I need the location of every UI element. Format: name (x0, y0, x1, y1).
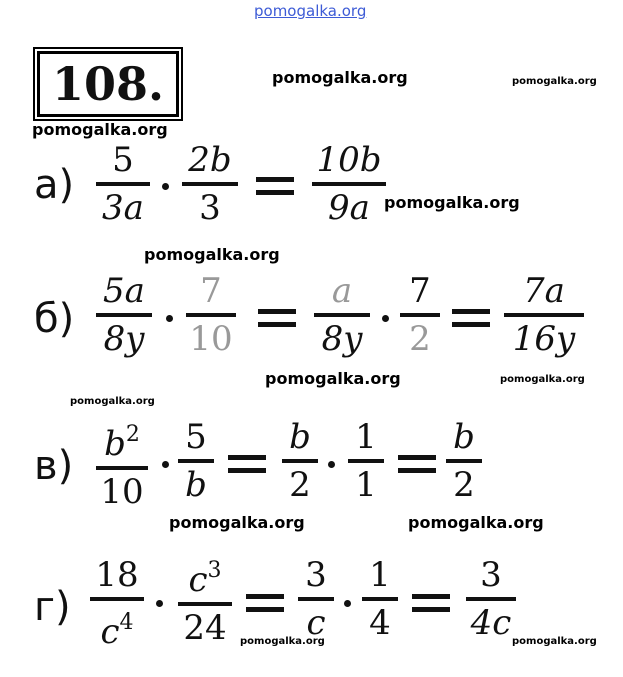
problem-number-box (37, 51, 179, 117)
part-v-fraction-4 (348, 418, 384, 504)
denominator (100, 604, 133, 651)
part-b-result (504, 272, 584, 358)
numerator: 7a (523, 271, 565, 311)
denominator: c (306, 603, 326, 643)
watermark: pomogalka.org (169, 513, 305, 532)
fraction-bar (178, 459, 214, 463)
numerator: 10b (316, 140, 382, 180)
fraction-bar (186, 313, 236, 317)
watermark: pomogalka.org (240, 636, 325, 647)
numerator: 7 (200, 271, 222, 311)
denominator: 24 (183, 608, 227, 648)
multiply-dot (156, 600, 163, 607)
fraction-bar (178, 602, 232, 606)
denominator: 16y (512, 319, 576, 359)
denominator: 4 (369, 603, 391, 643)
numerator: 5a (103, 271, 145, 311)
part-v-result (446, 418, 482, 504)
equals-sign (412, 594, 450, 612)
equals-sign (246, 594, 284, 612)
part-a-fraction-1 (96, 141, 150, 227)
fraction-bar (96, 182, 150, 186)
equals-sign (256, 177, 294, 195)
equals-sign (228, 455, 266, 473)
part-b-fraction-3 (314, 272, 370, 358)
fraction-bar (504, 313, 584, 317)
part-b-fraction-4 (400, 272, 440, 358)
part-a-fraction-2 (182, 141, 238, 227)
fraction-bar (348, 459, 384, 463)
part-g-result (466, 556, 516, 642)
numerator: 5 (112, 140, 134, 180)
part-v-fraction-3 (282, 418, 318, 504)
numerator: 5 (185, 417, 207, 457)
watermark: pomogalka.org (512, 76, 597, 87)
watermark: pomogalka.org (408, 513, 544, 532)
denominator: 3 (199, 188, 221, 228)
numerator: 3 (480, 555, 502, 595)
denominator: b (185, 465, 207, 505)
fraction-bar (314, 313, 370, 317)
numerator: 7 (409, 271, 431, 311)
denominator: 8y (103, 319, 145, 359)
numerator: b (289, 417, 311, 457)
numerator: 3 (305, 555, 327, 595)
part-b-fraction-2 (186, 272, 236, 358)
denominator-exponent: 4 (119, 610, 134, 635)
numerator-base: b (104, 424, 126, 464)
numerator-exponent: 2 (125, 422, 140, 447)
numerator: b (453, 417, 475, 457)
numerator: 1 (355, 417, 377, 457)
watermark: pomogalka.org (265, 369, 401, 388)
numerator: 18 (95, 555, 139, 595)
part-b-fraction-1 (96, 272, 152, 358)
numerator: 1 (369, 555, 391, 595)
denominator: 1 (355, 465, 377, 505)
fraction-bar (312, 182, 386, 186)
part-g-fraction-1 (90, 556, 144, 651)
fraction-bar (96, 313, 152, 317)
fraction-bar (96, 466, 148, 470)
part-g-label: г) (34, 584, 71, 630)
denominator: 3a (102, 188, 144, 228)
watermark: pomogalka.org (384, 193, 520, 212)
denominator: 8y (321, 319, 363, 359)
part-g-fraction-4 (362, 556, 398, 642)
problem-number: 108. (51, 57, 165, 111)
numerator (188, 552, 221, 599)
equals-sign (398, 455, 436, 473)
watermark: pomogalka.org (272, 68, 408, 87)
multiply-dot (166, 315, 173, 322)
multiply-dot (328, 461, 335, 468)
equals-sign (452, 309, 490, 327)
part-a-result (312, 141, 386, 227)
part-v-label: в) (34, 443, 74, 489)
fraction-bar (446, 459, 482, 463)
fraction-bar (90, 597, 144, 601)
watermark: pomogalka.org (144, 245, 280, 264)
watermark: pomogalka.org (512, 636, 597, 647)
multiply-dot (162, 183, 169, 190)
numerator (104, 416, 140, 463)
denominator-base: c (100, 612, 120, 652)
numerator: a (331, 271, 353, 311)
multiply-dot (162, 461, 169, 468)
part-v-fraction-2 (178, 418, 214, 504)
watermark: pomogalka.org (32, 120, 168, 139)
denominator: 2 (409, 319, 431, 359)
part-v-fraction-1 (96, 416, 148, 511)
denominator: 4c (470, 603, 512, 643)
equals-sign (258, 309, 296, 327)
fraction-bar (182, 182, 238, 186)
denominator: 9a (328, 188, 370, 228)
numerator: 2b (188, 140, 232, 180)
numerator-exponent: 3 (207, 558, 222, 583)
denominator: 2 (453, 465, 475, 505)
watermark: pomogalka.org (70, 396, 155, 407)
watermark-top[interactable]: pomogalka.org (254, 2, 367, 20)
multiply-dot (382, 315, 389, 322)
fraction-bar (400, 313, 440, 317)
fraction-bar (362, 597, 398, 601)
denominator: 10 (100, 472, 144, 512)
fraction-bar (282, 459, 318, 463)
numerator-base: c (188, 560, 208, 600)
multiply-dot (344, 600, 351, 607)
fraction-bar (298, 597, 334, 601)
part-b-label: б) (34, 296, 75, 342)
denominator: 10 (189, 319, 233, 359)
part-a-label: а) (34, 162, 75, 208)
part-g-fraction-3 (298, 556, 334, 642)
watermark: pomogalka.org (500, 374, 585, 385)
denominator: 2 (289, 465, 311, 505)
fraction-bar (466, 597, 516, 601)
part-g-fraction-2 (178, 552, 232, 647)
